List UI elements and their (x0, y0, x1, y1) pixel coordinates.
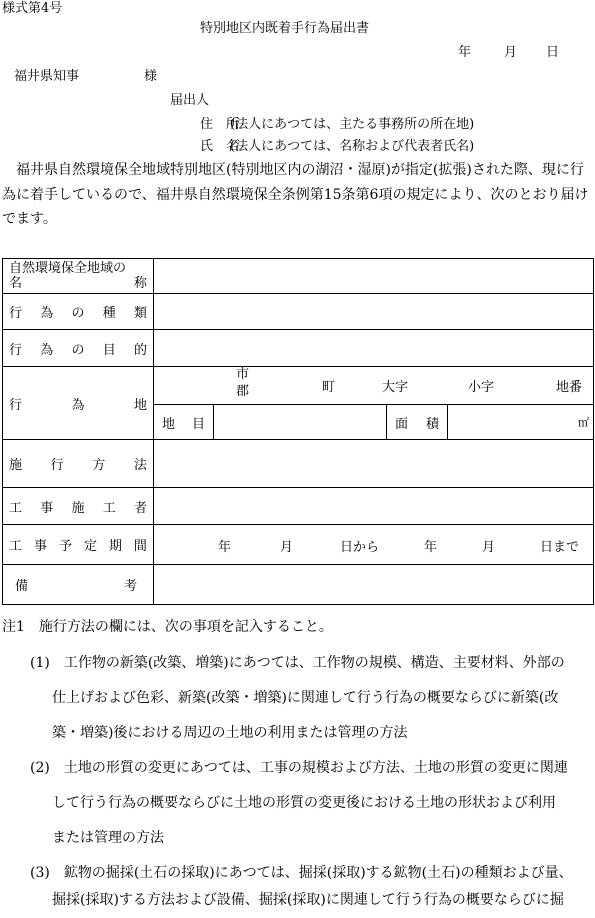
city-label: 市 (236, 367, 250, 382)
action-type-field[interactable] (154, 294, 594, 330)
notification-form-table (2, 258, 594, 605)
koaza-label: 小字 (468, 380, 495, 395)
date-year-label: 年 (458, 45, 472, 60)
action-purpose-field[interactable] (154, 330, 594, 367)
document-title: 特別地区内既着手行為届出書 (200, 21, 370, 36)
row-area-name (3, 259, 594, 294)
body-paragraph: 福井県自然環境保全地域特別地区(特別地区内の湖沼・湿原)が指定(拡張)された際、現に行為に着手しているので、福井県自然環境保全条例第15条第6項の規定により、次のとおり届けでます。 (2, 162, 589, 227)
area-field[interactable] (448, 405, 594, 440)
method-field[interactable] (154, 440, 594, 488)
chiban-label: 地番 (556, 380, 583, 395)
address-label: 住 所 (200, 117, 240, 132)
row-action-type (3, 294, 594, 330)
method-label: 施 行 方 法 (3, 440, 154, 488)
address-note: (法人にあつては、主たる事務所の所在地) (230, 117, 475, 132)
date-day-label: 日 (546, 45, 560, 60)
remarks-field[interactable] (154, 565, 594, 605)
area-name-field[interactable] (154, 259, 594, 294)
period-field[interactable] (154, 525, 594, 565)
note-1-heading: 注1 施行方法の欄には、次の事項を記入すること。 (2, 619, 333, 635)
town-label: 町 (322, 380, 336, 395)
oaza-label: 大字 (382, 380, 409, 395)
action-type-label: 行 為 の 種 類 (3, 294, 154, 330)
notifier-label: 届出人 (170, 93, 210, 108)
square-meter-unit: ㎡ (578, 416, 589, 429)
row-action-place (3, 367, 594, 405)
row-period (3, 525, 594, 565)
name-label: 氏 名 (200, 139, 240, 154)
addressee: 福井県知事 (14, 69, 80, 84)
row-action-purpose (3, 330, 594, 367)
row-method (3, 440, 594, 488)
row-remarks (3, 565, 594, 605)
date-month-label: 月 (504, 45, 518, 60)
area-label: 面 積 (387, 405, 448, 440)
row-contractor (3, 488, 594, 525)
action-place-address-field[interactable] (154, 367, 594, 405)
contractor-label: 工 事 施 工 者 (3, 488, 154, 525)
name-note: (法人にあつては、名称および代表者氏名) (230, 139, 475, 154)
area-name-label: 自然環境保全地域の 名 称 (3, 259, 154, 294)
period-from-month: 月 (280, 540, 294, 555)
note-item-2-line-1: (2) 土地の形質の変更にあつては、工事の規模および方法、土地の形質の変更に関連 (30, 760, 568, 776)
action-purpose-label: 行 為 の 目 的 (3, 330, 154, 367)
form-number: 様式第4号 (2, 1, 63, 16)
contractor-field[interactable] (154, 488, 594, 525)
note-item-3-line-2: 掘採(採取)する方法および設備、掘採(採取)に関連して行う行為の概要ならびに掘 (52, 892, 564, 908)
addressee-honorific: 様 (144, 69, 158, 84)
note-item-1-line-2: 仕上げおよび色彩、新築(改築・増築)に関連して行う行為の概要ならびに新築(改 (52, 690, 559, 706)
period-from-year: 年 (218, 540, 232, 555)
note-item-1-line-1: (1) 工作物の新築(改築、増築)にあつては、工作物の規模、構造、主要材料、外部の (30, 655, 565, 671)
note-item-1-line-3: 築・増築)後における周辺の土地の利用または管理の方法 (52, 725, 408, 741)
note-item-2-line-3: または管理の方法 (52, 830, 164, 846)
note-item-2-line-2: して行う行為の概要ならびに土地の形質の変更後における土地の形状および利用 (52, 795, 556, 811)
county-label: 郡 (236, 384, 250, 399)
period-from-day: 日から (340, 540, 380, 555)
land-category-label: 地 目 (154, 405, 214, 440)
period-to-year: 年 (424, 540, 438, 555)
remarks-label: 備 考 (3, 565, 154, 605)
land-category-field[interactable] (214, 405, 387, 440)
action-place-label: 行 為 地 (3, 367, 154, 440)
period-to-day: 日まで (540, 540, 580, 555)
period-label: 工 事 予 定 期 間 (3, 525, 154, 565)
period-to-month: 月 (482, 540, 496, 555)
note-item-3-line-1: (3) 鉱物の掘採(土石の採取)にあつては、掘採(採取)する鉱物(土石)の種類および量、 (30, 865, 573, 881)
